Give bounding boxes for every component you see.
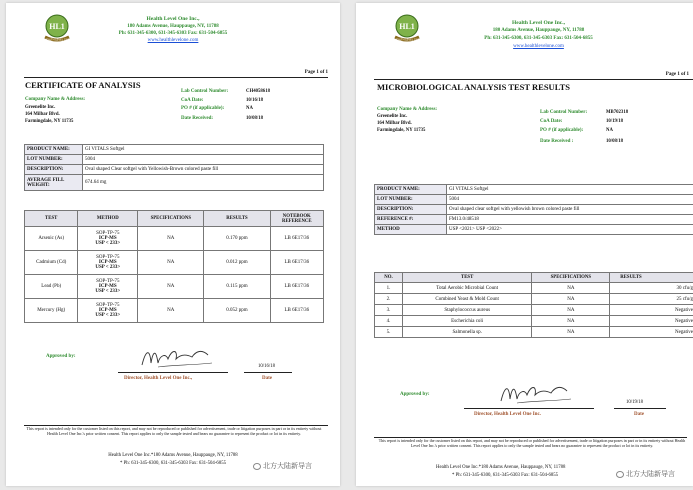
company-line: Greenelite Inc. [25, 105, 56, 110]
method-sop: SOP-TP-75 [96, 303, 120, 308]
director-label: Director, Health Level One Inc., [124, 376, 193, 381]
wechat-icon [253, 463, 261, 470]
method-technique: ICP-MS [98, 260, 117, 265]
info-value: USP <2021> USP <2022> [447, 225, 693, 235]
info-label: REFERENCE #: [375, 215, 447, 225]
table-row [375, 327, 693, 338]
method-technique: ICP-MS [98, 308, 117, 313]
signature-icon [138, 343, 216, 371]
result-cell: Negative [610, 327, 693, 338]
lab-website-link[interactable]: www.healthlevelone.com [513, 44, 564, 49]
footer-address: Health Level One Inc.*180 Adams Avenue, Hauppauge, NY, 11788 [108, 453, 238, 458]
column-header: METHOD [78, 211, 138, 227]
column-header: NOTEBOOK REFERENCE [270, 211, 323, 227]
result-cell: 0.012 ppm [204, 251, 270, 275]
meta-value: NA [246, 106, 253, 111]
info-value: Oval shaped clear softgel with yellowish brown colored paste fill [447, 205, 693, 215]
method-sop: SOP-TP-75 [96, 255, 120, 260]
divider [374, 79, 693, 80]
lab-phone: Ph: 631-345-6300, 631-345-6303 Fax: 631-504-6855 [484, 36, 593, 41]
method-usp: USP < 233> [95, 241, 121, 246]
table-header-row [375, 273, 693, 283]
test-cell: Lead (Pb) [25, 275, 78, 299]
info-value: 674.64 mg [83, 175, 324, 191]
info-value: FM13.0/48518 [447, 215, 693, 225]
info-label: LOT NUMBER: [375, 195, 447, 205]
spec-cell: NA [138, 227, 204, 251]
test-cell: Total Aerobic Microbial Count [402, 283, 532, 294]
sign-date: 10/19/18 [626, 400, 644, 405]
meta-label: PO # (if applicable): [540, 128, 584, 133]
method-technique: ICP-MS [98, 236, 117, 241]
meta-value: 10/16/18 [246, 98, 264, 103]
table-row [375, 185, 693, 195]
no-cell: 3. [375, 305, 403, 316]
meta-label: Date Received : [540, 139, 574, 144]
table-row [25, 299, 324, 323]
table-row [375, 205, 693, 215]
sign-date: 10/16/18 [258, 364, 276, 369]
result-cell: 25 cfu/g [610, 294, 693, 305]
company-line: 164 Milbar Blvd. [25, 112, 60, 117]
company-line: Farmingdale, NY 11735 [25, 119, 74, 124]
notebook-cell: LB 6E17/36 [270, 227, 323, 251]
signature-line [464, 408, 594, 409]
product-info-table [24, 144, 324, 191]
no-cell: 5. [375, 327, 403, 338]
meta-label: CoA Date: [540, 119, 563, 124]
info-label: PRODUCT NAME: [25, 145, 83, 155]
test-cell: Arsenic (As) [25, 227, 78, 251]
table-row [375, 195, 693, 205]
method-cell [78, 299, 138, 323]
info-value: GI VITALS Softgel [83, 145, 324, 155]
logo-text: HL1 [49, 22, 65, 31]
product-info-table [374, 184, 693, 235]
date-label: Date [262, 376, 272, 381]
footer-address: Health Level One Inc.*180 Adams Avenue, Hauppauge, NY, 11788 [436, 465, 566, 470]
page-title: CERTIFICATE OF ANALYSIS [25, 80, 141, 90]
table-row [25, 251, 324, 275]
no-cell: 1. [375, 283, 403, 294]
company-line: Greenelite Inc. [377, 114, 408, 119]
no-cell: 4. [375, 316, 403, 327]
approved-by-label: Approved by: [46, 354, 76, 359]
info-value: 5004 [447, 195, 693, 205]
result-cell: 0.115 ppm [204, 275, 270, 299]
meta-label: PO # (if applicable): [181, 106, 225, 111]
company-line: Farmingdale, NY 11735 [377, 128, 426, 133]
spec-cell: NA [138, 275, 204, 299]
column-header: SPECIFICATIONS [138, 211, 204, 227]
info-value: 5004 [83, 155, 324, 165]
results-table [24, 210, 324, 323]
result-cell: Negative [610, 305, 693, 316]
method-usp: USP < 233> [95, 265, 121, 270]
test-cell: Escherichia coli [402, 316, 532, 327]
table-row [375, 305, 693, 316]
spec-cell: NA [532, 294, 610, 305]
column-header: RESULTS [204, 211, 270, 227]
table-row [25, 165, 324, 175]
column-header: RESULTS [610, 273, 693, 283]
lab-website-link[interactable]: www.healthlevelone.com [147, 38, 199, 43]
method-technique: ICP-MS [98, 284, 117, 289]
method-sop: SOP-TP-75 [96, 231, 120, 236]
method-usp: USP < 233> [95, 313, 121, 318]
table-row [375, 215, 693, 225]
results-table [374, 272, 693, 338]
column-header: NO. [375, 273, 403, 283]
info-label: DESCRIPTION: [375, 205, 447, 215]
result-cell: Negative [610, 316, 693, 327]
approved-by-label: Approved by: [400, 392, 430, 397]
result-cell: 30 cfu/g [610, 283, 693, 294]
method-cell [78, 227, 138, 251]
spec-cell: NA [138, 251, 204, 275]
test-cell: Combined Yeast & Mold Count [402, 294, 532, 305]
meta-label: Lab Control Number: [181, 89, 229, 94]
test-cell: Staphylococcus aureus [402, 305, 532, 316]
date-line [244, 372, 292, 373]
info-label: DESCRIPTION: [25, 165, 83, 175]
certificate-of-analysis-page [6, 3, 340, 486]
page-number: Page 1 of 1 [304, 70, 328, 75]
signature-icon [496, 379, 576, 407]
table-row [25, 275, 324, 299]
watermark [616, 469, 675, 479]
disclaimer: This report is intended only for the customer listed on this report, and may not be reproduced or published for advertisement, trade or litigation purposes in part or in its entirety without Health Level One Inc.'s prior written consent. This report applies to only the sample tested and bears no guarantee to represent the product or lot in its entirety. [378, 438, 686, 448]
method-cell [78, 275, 138, 299]
result-cell: 0.170 ppm [204, 227, 270, 251]
watermark [253, 461, 312, 471]
notebook-cell: LB 6E17/36 [270, 275, 323, 299]
page-number: Page 1 of 1 [665, 72, 689, 77]
notebook-cell: LB 6E17/36 [270, 299, 323, 323]
table-header-row [25, 211, 324, 227]
spec-cell: NA [138, 299, 204, 323]
lab-address: 180 Adams Avenue, Hauppauge, NY, 11788 [127, 24, 219, 29]
page-title: MICROBIOLOGICAL ANALYSIS TEST RESULTS [377, 82, 570, 92]
lab-phone: Ph: 631-345-6300, 631-345-6303 Fax: 631-504-6855 [118, 31, 228, 36]
company-label: Company Name & Address: [25, 97, 86, 102]
table-row [25, 155, 324, 165]
microbiological-results-page [356, 3, 693, 486]
test-cell: Cadmium (Cd) [25, 251, 78, 275]
footer-phone: * Ph: 631-345-6300, 631-345-6303 Fax: 631-504-6855 [119, 461, 227, 466]
lab-name: Health Level One Inc., [511, 20, 565, 26]
lab-address: 180 Adams Avenue, Hauppauge, NY, 11788 [492, 28, 585, 33]
meta-value: 10/08/18 [246, 116, 264, 121]
divider [24, 77, 328, 78]
method-sop: SOP-TP-75 [96, 279, 120, 284]
logo-text: HL1 [399, 22, 415, 31]
table-row [375, 316, 693, 327]
watermark-text: 北方大陆新导言 [263, 462, 312, 470]
spec-cell: NA [532, 327, 610, 338]
lab-name: Health Level One Inc., [146, 16, 200, 22]
test-cell: Salmonella sp. [402, 327, 532, 338]
meta-value: 10/19/18 [606, 119, 624, 124]
company-line: 164 Milbar Blvd. [377, 121, 412, 126]
result-cell: 0.052 ppm [204, 299, 270, 323]
method-cell [78, 251, 138, 275]
meta-label: CoA Date: [181, 98, 204, 103]
meta-value: 10/08/18 [606, 139, 624, 144]
info-label: PRODUCT NAME: [375, 185, 447, 195]
table-row [375, 225, 693, 235]
footer-phone: * Ph: 631-345-6300, 631-345-6303 Fax: 631-504-6855 [452, 473, 559, 478]
logo-subtext: HEALTH LEVEL ONE [44, 38, 70, 42]
company-label: Company Name & Address: [377, 107, 438, 112]
meta-value: NA [606, 128, 613, 133]
spec-cell: NA [532, 316, 610, 327]
column-header: TEST [402, 273, 532, 283]
spec-cell: NA [532, 305, 610, 316]
table-row [375, 294, 693, 305]
disclaimer: This report is intended only for the customer listed on this report, and may not be reproduced or published for advertisement, trade or litigation purposes in part or in its entirety without Health Level One Inc.'s prior written consent. This report applies to only the sample tested and bears no guarantee to represent the product or lot in its entirety. [26, 426, 322, 436]
meta-label: Date Received: [181, 116, 214, 121]
info-label: LOT NUMBER: [25, 155, 83, 165]
table-row [375, 283, 693, 294]
table-row [25, 175, 324, 191]
column-header: SPECIFICATIONS [532, 273, 610, 283]
test-cell: Mercury (Hg) [25, 299, 78, 323]
director-label: Director, Health Level One Inc. [474, 412, 541, 417]
logo-subtext: HEALTH LEVEL ONE [394, 38, 420, 42]
info-label: METHOD [375, 225, 447, 235]
date-line [614, 408, 666, 409]
info-value: Oval shaped Clear softgel with Yellowish-Brown colored paste fill [83, 165, 324, 175]
no-cell: 2. [375, 294, 403, 305]
column-header: TEST [25, 211, 78, 227]
notebook-cell: LB 6E17/36 [270, 251, 323, 275]
watermark-text: 北方大陆新导言 [626, 470, 675, 478]
table-row [25, 145, 324, 155]
date-label: Date [634, 412, 644, 417]
method-usp: USP < 233> [95, 289, 121, 294]
meta-value: MB702318 [606, 110, 629, 115]
spec-cell: NA [532, 283, 610, 294]
info-label: AVERAGE FILL WEIGHT: [25, 175, 83, 191]
signature-line [118, 372, 228, 373]
info-value: GI VITALS Softgel [447, 185, 693, 195]
table-row [25, 227, 324, 251]
meta-value: CH4058618 [246, 89, 270, 94]
meta-label: Lab Control Number: [540, 110, 588, 115]
wechat-icon [616, 471, 624, 478]
